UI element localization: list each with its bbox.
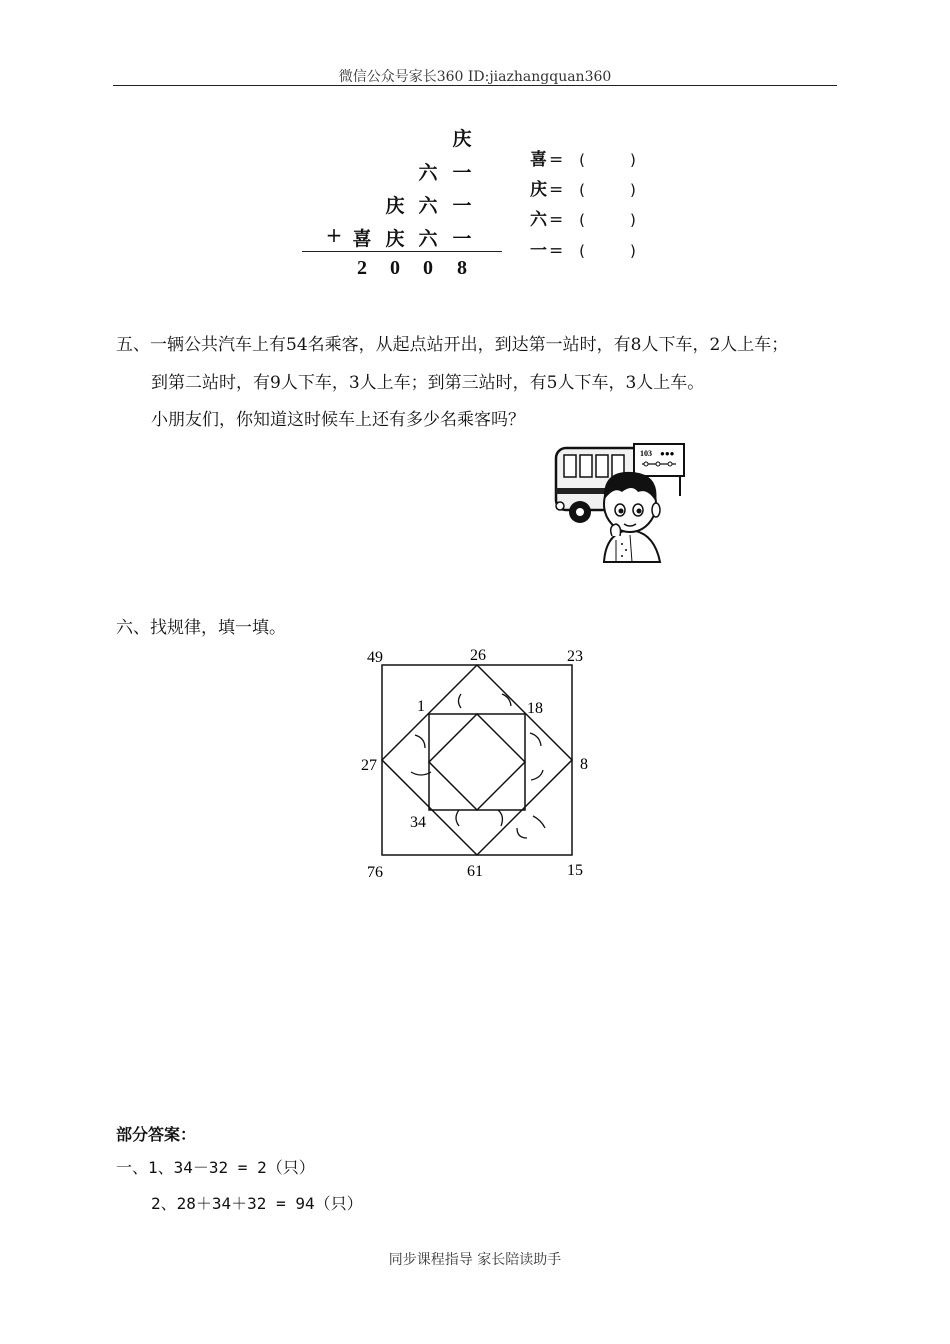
answer-blank-row[interactable]: 六 = ( )	[530, 210, 636, 230]
num-outer-top-mid: 26	[470, 647, 486, 664]
answer-blank-row[interactable]: 喜 = ( )	[530, 150, 636, 170]
num-inner-bottom-left: 34	[410, 814, 426, 831]
page-footer: 同步课程指导 家长陪读助手	[388, 1252, 562, 1268]
pattern-diagram	[355, 640, 595, 885]
sum-digit: 2	[357, 257, 367, 279]
answer-line-1: 一、1、34－32 = 2（只）	[116, 1158, 315, 1177]
answer-blank-row[interactable]: 庆 = ( )	[530, 180, 636, 200]
sum-digit: 0	[423, 257, 433, 279]
sum-digit: 0	[390, 257, 400, 279]
question-5-line-3: 小朋友们，你知道这时候车上还有多少名乘客吗？	[151, 410, 525, 430]
puzzle-char: 庆	[452, 128, 472, 150]
bus-sign-number: 103	[640, 449, 652, 458]
num-outer-bottom-right: 15	[567, 862, 583, 879]
question-6-title: 六、找规律，填一填。	[116, 618, 286, 638]
puzzle-char: 六	[418, 195, 438, 217]
question-5-line-1: 五、一辆公共汽车上有54名乘客，从起点站开出，到达第一站时，有8人下车，2人上车；	[116, 335, 789, 355]
plus-sign: +	[325, 223, 343, 247]
num-outer-mid-left: 27	[361, 757, 377, 774]
sum-rule	[302, 251, 502, 252]
page-header: 微信公众号家长360 ID:jiazhangquan360	[338, 69, 612, 85]
num-inner-top-right: 18	[527, 700, 543, 717]
sum-digit: 8	[457, 257, 467, 279]
header-rule	[113, 85, 837, 86]
num-outer-bottom-left: 76	[367, 864, 383, 881]
answer-line-2: 2、28＋34＋32 = 94（只）	[151, 1194, 363, 1213]
puzzle-char: 六	[418, 228, 438, 250]
puzzle-char: 一	[452, 228, 472, 250]
puzzle-char: 六	[418, 162, 438, 184]
puzzle-char: 喜	[352, 228, 372, 250]
puzzle-char: 一	[452, 195, 472, 217]
svg-text:●●●: ●●●	[660, 449, 675, 458]
puzzle-char: 庆	[385, 228, 405, 250]
num-outer-mid-right: 8	[580, 756, 588, 773]
answers-title: 部分答案：	[116, 1125, 197, 1144]
num-outer-top-left: 49	[367, 649, 383, 666]
puzzle-char: 庆	[385, 195, 405, 217]
answer-blank-row[interactable]: 一 = ( )	[530, 241, 636, 261]
bus-boy-illustration	[552, 440, 692, 565]
num-outer-top-right: 23	[567, 648, 583, 665]
num-inner-top-left: 1	[417, 698, 425, 715]
question-5-line-2: 到第二站时，有9人下车，3人上车；到第三站时，有5人下车，3人上车。	[151, 373, 705, 393]
puzzle-char: 一	[452, 162, 472, 184]
num-outer-bottom-mid: 61	[467, 863, 483, 880]
